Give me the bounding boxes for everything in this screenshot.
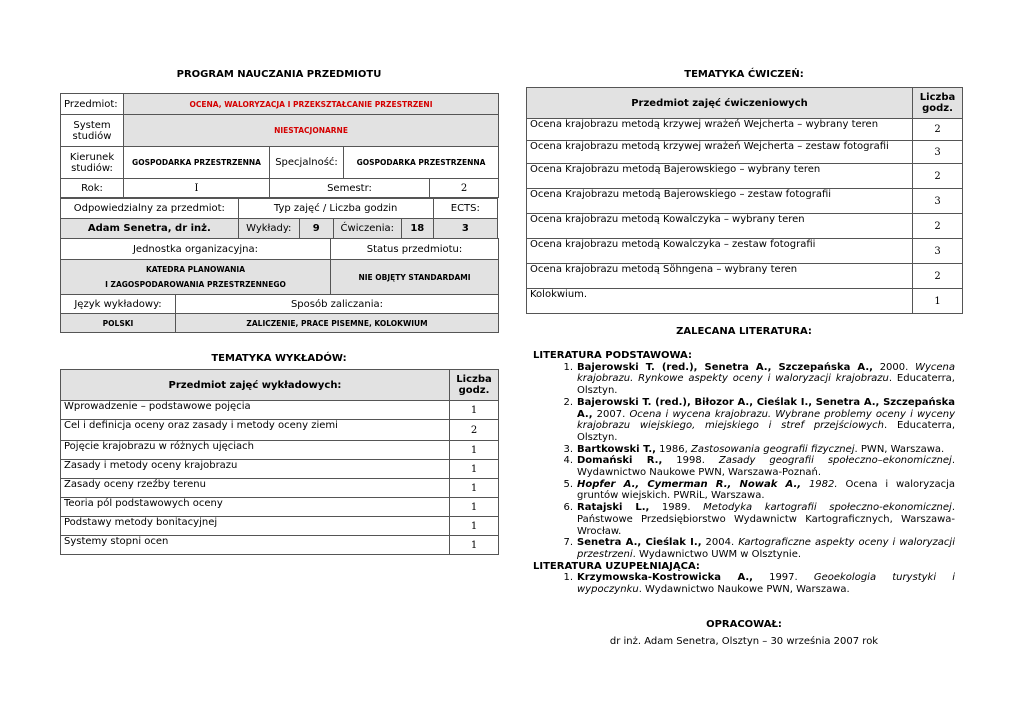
- literature-item-text: [577, 537, 955, 560]
- literature-item: [533, 444, 955, 456]
- lectures-subject: Wprowadzenie – podstawowe pojęcia: [61, 401, 450, 420]
- exercises-subject: Ocena krajobrazu metodą krzywej wrażeń Wejcherta – zestaw fotografii: [527, 141, 913, 164]
- lectures-row: [61, 479, 499, 498]
- cwiczenia-value: 18: [401, 219, 433, 239]
- ects-value: 3: [433, 219, 497, 239]
- exercises-hours: 1: [913, 289, 963, 314]
- literature-title: Wycena krajobrazu. Rynkowe aspekty oceny i waloryzacji krajobrazu: [577, 361, 955, 385]
- odpowiedzialny-value: Adam Senetra, dr inż.: [61, 219, 239, 239]
- exercises-row: [527, 141, 963, 164]
- literature-authors: Bajerowski T. (red.), Biłozor A., Cieślak I., Senetra A., Szczepańska A.,: [577, 396, 955, 420]
- literature-publisher: . Educaterra, Olsztyn.: [577, 420, 955, 443]
- exercises-subject: Ocena Krajobrazu metodą Bajerowskiego – zestaw fotografii: [527, 189, 913, 214]
- lectures-hours: 1: [450, 441, 499, 460]
- exercises-subject: Kolokwium.: [527, 289, 913, 314]
- exercises-hours: 3: [913, 189, 963, 214]
- jezyk-label: Język wykładowy:: [61, 295, 176, 314]
- literature-item-number: 7.: [563, 537, 573, 549]
- literature-item: [533, 362, 955, 397]
- exercises-col-subject: Przedmiot zajęć ćwiczeniowych: [527, 88, 913, 119]
- literature-authors: Bajerowski T. (red.), Senetra A., Szczepańska A.,: [577, 361, 873, 373]
- literature-item-number: 3.: [563, 443, 573, 455]
- sposob-label: Sposób zaliczania:: [176, 295, 499, 314]
- rok-value: I: [124, 179, 270, 198]
- przedmiot-label: Przedmiot:: [61, 94, 124, 115]
- program-table-4: [60, 294, 499, 333]
- exercises-subject: Ocena krajobrazu metodą Söhngena – wybrany teren: [527, 264, 913, 289]
- exercises-subject: Ocena Krajobrazu metodą Bajerowskiego – wybrany teren: [527, 164, 913, 189]
- literature-item-text: [577, 397, 955, 444]
- lectures-col-hours: Liczba godz.: [450, 370, 499, 401]
- literature-publisher: . PWN, Warszawa.: [854, 443, 945, 455]
- literature-item-text: [577, 362, 955, 397]
- basic-literature-heading: LITERATURA PODSTAWOWA:: [533, 350, 692, 361]
- literature-authors: Hopfer A., Cymerman R., Nowak A.,: [577, 478, 802, 490]
- literature-title: ZALECANA LITERATURA:: [676, 326, 812, 337]
- lectures-row: [61, 420, 499, 441]
- lectures-subject: Pojęcie krajobrazu w różnych ujęciach: [61, 441, 450, 460]
- kierunek-label: Kierunek studiów:: [61, 147, 124, 179]
- system-label: System studiów: [61, 115, 124, 147]
- ects-label: ECTS:: [433, 199, 497, 219]
- lectures-title: TEMATYKA WYKŁADÓW:: [211, 353, 347, 364]
- literature-authors: Krzymowska-Kostrowicka A.,: [577, 572, 753, 584]
- lectures-hours: 1: [450, 401, 499, 420]
- literature-title: Kartograficzne aspekty oceny i waloryzacji przestrzeni: [577, 537, 955, 560]
- literature-year: 1998.: [662, 455, 719, 467]
- literature-item: [533, 502, 955, 537]
- lectures-subject: Cel i definicja oceny oraz zasady i metody oceny ziemi: [61, 420, 450, 441]
- exercises-row: [527, 214, 963, 239]
- lectures-hours: 1: [450, 517, 499, 536]
- odpowiedzialny-label: Odpowiedzialny za przedmiot:: [61, 199, 239, 219]
- exercises-row: [527, 119, 963, 141]
- literature-authors: Ratajski L.,: [577, 502, 650, 514]
- lectures-row: [61, 498, 499, 517]
- lectures-subject: Podstawy metody bonitacyjnej: [61, 517, 450, 536]
- literature-title: Geoekologia turystyki i wypoczynku: [577, 572, 955, 596]
- lectures-row: [61, 460, 499, 479]
- typ-zajec-label: Typ zajęć / Liczba godzin: [238, 199, 433, 219]
- literature-title: Metodyka kartografii społeczno-ekonomicznej: [703, 502, 952, 514]
- literature-year: 2004.: [701, 537, 739, 549]
- exercises-subject: Ocena krajobrazu metodą Kowalczyka – wybrany teren: [527, 214, 913, 239]
- literature-item-number: 2.: [563, 396, 573, 408]
- literature-year: 1989.: [649, 502, 704, 514]
- lectures-subject: Zasady i metody oceny krajobrazu: [61, 460, 450, 479]
- lectures-subject: Teoria pól podstawowych oceny: [61, 498, 450, 517]
- author-heading: OPRACOWAŁ:: [706, 619, 782, 630]
- literature-year: 2007.: [592, 408, 630, 420]
- exercises-hours: 3: [913, 141, 963, 164]
- jednostka-line2: I ZAGOSPODAROWANIA PRZESTRZENNEGO: [105, 280, 286, 289]
- lectures-hours: 1: [450, 460, 499, 479]
- literature-publisher: . Wydawnictwo UWM w Olsztynie.: [632, 548, 802, 560]
- exercises-row: [527, 289, 963, 314]
- system-value: NIESTACJONARNE: [124, 115, 499, 147]
- literature-authors: Bartkowski T.,: [577, 443, 656, 455]
- sposob-value: ZALICZENIE, PRACE PISEMNE, KOLOKWIUM: [176, 314, 499, 333]
- lectures-table: [60, 369, 499, 555]
- literature-publisher: . Educaterra, Olsztyn.: [577, 373, 955, 397]
- lectures-hours: 1: [450, 536, 499, 555]
- program-table-3: [60, 238, 499, 295]
- program-table-2: [60, 198, 498, 239]
- extra-literature-heading: LITERATURA UZUPEŁNIAJĄCA:: [533, 560, 700, 572]
- exercises-subject: Ocena krajobrazu metodą krzywej wrażeń Wejcherta – wybrany teren: [527, 119, 913, 141]
- exercises-row: [527, 239, 963, 264]
- literature-item: [533, 537, 955, 560]
- literature-item-number: 6.: [563, 502, 573, 514]
- literature-authors: Senetra A., Cieślak I.,: [577, 537, 702, 549]
- literature-item-text: [577, 572, 955, 595]
- basic-literature-list: [533, 362, 955, 561]
- przedmiot-value: OCENA, WALORYZACJA I PRZEKSZTAŁCANIE PRZESTRZENI: [124, 94, 499, 115]
- jednostka-line1: KATEDRA PLANOWANIA: [145, 265, 246, 274]
- program-title: PROGRAM NAUCZANIA PRZEDMIOTU: [176, 69, 382, 80]
- literature-year: 2000.: [872, 361, 916, 373]
- literature-title: Zasady geografii społeczno–ekonomicznej: [718, 455, 952, 467]
- kierunek-value: GOSPODARKA PRZESTRZENNA: [124, 147, 270, 179]
- exercises-hours: 2: [913, 214, 963, 239]
- exercises-hours: 2: [913, 119, 963, 141]
- literature-publisher: . Wydawnictwo Naukowe PWN, Warszawa.: [638, 584, 850, 596]
- exercises-subject: Ocena krajobrazu metodą Kowalczyka – zestaw fotografii: [527, 239, 913, 264]
- lectures-subject: Systemy stopni ocen: [61, 536, 450, 555]
- lectures-hours: 1: [450, 479, 499, 498]
- literature-item-text: [577, 455, 955, 478]
- specjalnosc-label: Specjalność:: [270, 147, 344, 179]
- jednostka-label: Jednostka organizacyjna:: [61, 239, 331, 260]
- cwiczenia-label: Ćwiczenia:: [333, 219, 401, 239]
- lectures-col-subject: Przedmiot zajęć wykładowych:: [61, 370, 450, 401]
- literature-item-number: 4.: [563, 455, 573, 467]
- literature-year: 1986,: [655, 443, 691, 455]
- exercises-hours: 3: [913, 239, 963, 264]
- literature-authors: Domański R.,: [577, 455, 663, 467]
- exercises-col-hours: Liczba godz.: [913, 88, 963, 119]
- program-table: [60, 93, 499, 198]
- status-value: NIE OBJĘTY STANDARDAMI: [331, 260, 499, 295]
- lectures-hours: 1: [450, 498, 499, 517]
- exercises-hours: 2: [913, 264, 963, 289]
- specjalnosc-value: GOSPODARKA PRZESTRZENNA: [344, 147, 499, 179]
- literature-item-text: [577, 444, 955, 456]
- literature-publisher: . Państwowe Przedsiębiorstwo Wydawnictw Kartograficznych, Warszawa-Wrocław.: [577, 502, 955, 537]
- exercises-row: [527, 264, 963, 289]
- lectures-subject: Zasady oceny rzeźby terenu: [61, 479, 450, 498]
- literature-item: [533, 572, 955, 595]
- literature-item-number: 5.: [563, 478, 573, 490]
- exercises-table: [526, 87, 963, 314]
- jezyk-value: POLSKI: [61, 314, 176, 333]
- lectures-hours: 2: [450, 420, 499, 441]
- rok-label: Rok:: [61, 179, 124, 198]
- literature-title: Zastosowania geografii fizycznej: [690, 443, 855, 455]
- status-label: Status przedmiotu:: [331, 239, 499, 260]
- literature-publisher: Ocena i waloryzacja gruntów wiejskich. PWRiL, Warszawa.: [577, 478, 955, 502]
- literature-list: [533, 350, 955, 596]
- lectures-row: [61, 536, 499, 555]
- exercises-row: [527, 164, 963, 189]
- literature-item: [533, 455, 955, 478]
- semestr-value: 2: [430, 179, 499, 198]
- literature-title: Ocena i wycena krajobrazu. Wybrane problemy oceny i wyceny krajobrazu wiejskiego, miejskiego i stref przejściowych: [577, 408, 955, 432]
- lectures-row: [61, 517, 499, 536]
- lectures-row: [61, 441, 499, 460]
- literature-item: [533, 479, 955, 502]
- extra-literature-list: [533, 572, 955, 595]
- exercises-title: TEMATYKA ĆWICZEŃ:: [684, 69, 804, 80]
- literature-publisher: . Wydawnictwo Naukowe PWN, Warszawa-Poznań.: [577, 455, 955, 479]
- literature-year: 1982.: [801, 478, 846, 490]
- author-line: dr inż. Adam Senetra, Olsztyn – 30 września 2007 rok: [609, 636, 879, 647]
- semestr-label: Semestr:: [270, 179, 430, 198]
- literature-item-text: [577, 502, 955, 537]
- jednostka-value: [61, 260, 331, 295]
- literature-item-number: 1.: [563, 572, 573, 584]
- lectures-row: [61, 401, 499, 420]
- exercises-hours: 2: [913, 164, 963, 189]
- exercises-row: [527, 189, 963, 214]
- wyklady-value: 9: [299, 219, 333, 239]
- literature-item: [533, 397, 955, 444]
- literature-year: 1997.: [752, 572, 814, 584]
- literature-item-number: 1.: [563, 361, 573, 373]
- wyklady-label: Wykłady:: [238, 219, 299, 239]
- literature-item-text: [577, 479, 955, 502]
